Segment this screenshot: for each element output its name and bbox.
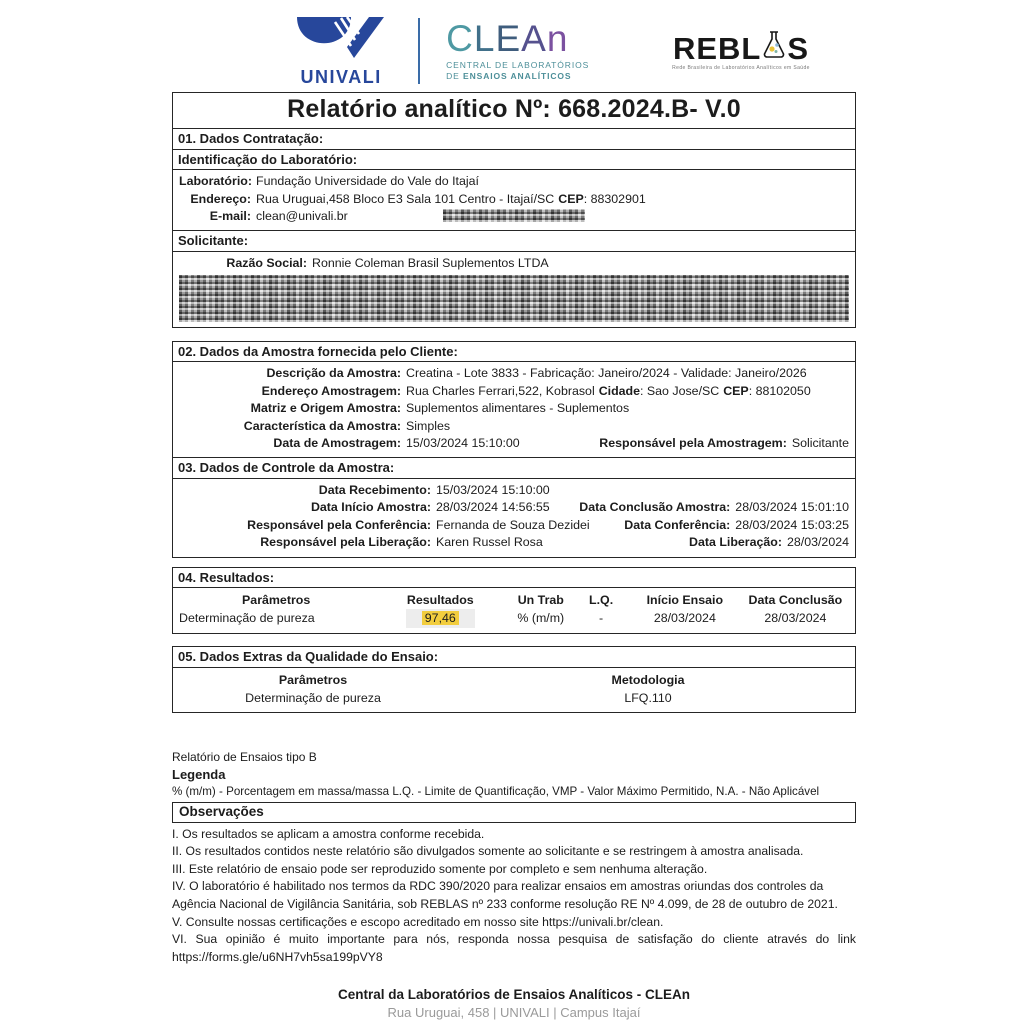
field-label: Matriz e Origem Amostra: <box>250 401 401 416</box>
reblas-logo-text <box>673 31 809 64</box>
section-04 <box>172 567 856 634</box>
solicitante-header: Solicitante: <box>172 230 856 252</box>
univali-mark-icon <box>294 14 388 65</box>
result-cell <box>373 609 507 628</box>
field-value <box>406 383 811 401</box>
field-label: Responsável pela Amostragem: <box>599 436 787 451</box>
field-row-data-amostragem <box>179 435 849 453</box>
field-row-descricao <box>179 365 849 383</box>
observations-header: Observações <box>172 802 856 823</box>
redacted-block <box>179 275 849 322</box>
column-header: Início Ensaio <box>646 593 724 608</box>
unit-cell: % (m/m) <box>517 611 565 626</box>
quality-table-header <box>179 671 849 689</box>
observation-item: III. Este relatório de ensaio pode ser reproduzido somente por completo e sem nenhuma alteração. <box>172 861 708 876</box>
footer-title: Central da Laboratórios de Ensaios Analíticos - CLEAn <box>337 987 691 1003</box>
field-value: Fernanda de Souza Dezidei <box>436 517 590 532</box>
field-value: 28/03/2024 14:56:55 <box>436 500 550 515</box>
right-pair <box>844 482 849 500</box>
field-label: Data Conclusão Amostra: <box>579 500 731 515</box>
report-body <box>172 92 856 1024</box>
field-label: Data Recebimento: <box>318 482 431 497</box>
field-label: Descrição da Amostra: <box>266 366 401 381</box>
section-03-header: 03. Dados de Controle da Amostra: <box>172 457 856 479</box>
notes-section <box>172 749 856 967</box>
clean-logo <box>446 17 624 83</box>
reblas-text-right: S <box>787 31 810 66</box>
column-header: L.Q. <box>589 593 614 608</box>
field-row-laboratorio <box>179 173 849 191</box>
results-table <box>172 587 856 634</box>
field-row-endereco <box>179 191 849 209</box>
field-label: Razão Social: <box>226 255 307 270</box>
field-value: Fundação Universidade do Vale do Itajaí <box>256 174 479 189</box>
parameter-cell: Determinação de pureza <box>245 690 381 705</box>
univali-logo <box>294 14 388 88</box>
cep-value: : 88102050 <box>748 383 811 398</box>
observation-item: VI. Sua opinião é muito importante para nós, responda nossa pesquisa de satisfação do cliente através do link https://forms.gle/u6NH7vh5sa199pVY8 <box>172 932 856 964</box>
result-cell-bg <box>406 609 475 628</box>
field-value: 15/03/2024 15:10:00 <box>436 482 550 497</box>
field-row-recebimento <box>179 482 849 500</box>
clean-subtitle-bold: ENSAIOS ANALÍTICOS <box>463 71 572 81</box>
field-label: Responsável pela Conferência: <box>247 517 431 532</box>
results-table-row <box>179 609 849 628</box>
email-value: clean@univali.br <box>256 209 348 224</box>
section-05-header: 05. Dados Extras da Qualidade do Ensaio: <box>172 646 856 668</box>
clean-subtitle-prefix: DE <box>446 71 464 81</box>
left-pair <box>179 534 543 552</box>
letterhead <box>40 0 1024 92</box>
field-value: Ronnie Coleman Brasil Suplementos LTDA <box>312 255 549 270</box>
clean-subtitle-line1: CENTRAL DE LABORATÓRIOS <box>446 59 590 70</box>
right-pair <box>689 534 849 552</box>
section-01-header: 01. Dados Contratação: <box>172 128 856 150</box>
start-date-cell: 28/03/2024 <box>653 611 716 626</box>
methodology-cell: LFQ.110 <box>624 690 672 705</box>
quality-table-row <box>179 689 849 707</box>
left-pair <box>179 517 590 535</box>
field-label: Laboratório: <box>179 174 252 189</box>
column-header: Metodologia <box>611 672 685 687</box>
footer-address: Rua Uruguai, 458 | UNIVALI | Campus Itajaí <box>387 1005 641 1021</box>
lab-identification-body <box>172 169 856 232</box>
observation-item: IV. O laboratório é habilitado nos termos da RDC 390/2020 para realizar ensaios em amostras oriundas dos controles da Agência Nacional de Vigilância Sanitária, sob REBLAS nº 233 conforme resolução RE Nº 4.099, de 28 de outubro de 2021. <box>172 879 838 911</box>
field-value <box>256 208 585 226</box>
clean-logo-text <box>446 17 569 59</box>
observation-item: II. Os resultados contidos neste relatório são divulgados somente ao solicitante e se restringem à amostra analisada. <box>172 844 804 859</box>
field-label: Data Liberação: <box>689 535 782 550</box>
report-type-note: Relatório de Ensaios tipo B <box>172 749 317 764</box>
field-label: Endereço Amostragem: <box>261 383 401 398</box>
right-pair <box>579 499 849 517</box>
section-02-03 <box>172 341 856 558</box>
reblas-text-left: REBL <box>672 31 762 66</box>
clean-letter: n <box>546 17 569 59</box>
clean-letter: A <box>521 17 547 59</box>
column-header: Un Trab <box>517 593 564 608</box>
section-05 <box>172 646 856 712</box>
left-pair <box>179 435 520 453</box>
page-footer <box>172 986 856 1024</box>
right-pair <box>599 435 849 453</box>
field-row-conferencia <box>179 517 849 535</box>
column-header: Data Conclusão <box>748 593 843 608</box>
lq-cell: - <box>599 611 604 626</box>
column-header: Parâmetros <box>278 672 348 687</box>
flask-icon <box>762 31 786 64</box>
field-value: 15/03/2024 15:10:00 <box>406 436 520 451</box>
univali-logo-text: UNIVALI <box>300 67 382 87</box>
field-row-razao-social <box>179 255 849 273</box>
parameter-cell: Determinação de pureza <box>179 611 315 626</box>
reblas-logo <box>672 31 810 71</box>
column-header: Parâmetros <box>242 593 311 608</box>
field-value: 28/03/2024 15:01:10 <box>735 500 849 515</box>
section-03-body <box>172 478 856 558</box>
field-label: Característica da Amostra: <box>243 418 401 433</box>
left-pair <box>179 482 550 500</box>
clean-logo-subtitle <box>446 60 589 83</box>
end-date-cell: 28/03/2024 <box>764 611 827 626</box>
field-row-caracteristica <box>179 418 849 436</box>
reblas-tagline: Rede Brasileira de Laboratórios Analíticos em Saúde <box>672 65 810 71</box>
field-label: E-mail: <box>209 209 251 224</box>
section-02-header: 02. Dados da Amostra fornecida pelo Cliente: <box>172 341 856 363</box>
redacted-block <box>443 209 585 222</box>
cep-label: CEP <box>558 191 584 206</box>
field-value: Suplementos alimentares - Suplementos <box>406 401 630 416</box>
logo-divider <box>418 18 420 84</box>
observation-item: I. Os resultados se aplicam a amostra conforme recebida. <box>172 826 485 841</box>
field-value: Creatina - Lote 3833 - Fabricação: Janeiro/2024 - Validade: Janeiro/2026 <box>406 366 807 381</box>
field-label: Data Conferência: <box>624 517 731 532</box>
lab-identification-header: Identificação do Laboratório: <box>172 149 856 171</box>
cidade-label: Cidade <box>598 383 641 398</box>
section-02-body <box>172 361 856 459</box>
field-value: 28/03/2024 <box>786 535 849 550</box>
field-value: Simples <box>406 418 451 433</box>
observations-list <box>172 826 856 967</box>
clean-letter: E <box>495 17 522 59</box>
cep-value: : 88302901 <box>583 191 646 206</box>
cidade-value: : Sao Jose/SC <box>640 383 720 398</box>
legend-text: % (m/m) - Porcentagem em massa/massa L.Q. - Limite de Quantificação, VMP - Valor Máximo Permitido, N.A. - Não Aplicável <box>172 784 820 798</box>
field-value: 28/03/2024 15:03:25 <box>735 517 849 532</box>
result-value-highlight: 97,46 <box>422 611 459 625</box>
column-header: Resultados <box>406 593 474 608</box>
field-value <box>256 191 646 209</box>
results-table-header <box>179 591 849 609</box>
field-label: Responsável pela Liberação: <box>260 535 431 550</box>
field-row-inicio-amostra <box>179 499 849 517</box>
clean-letter: L <box>473 17 496 59</box>
address-value: Rua Uruguai,458 Bloco E3 Sala 101 Centro - Itajaí/SC <box>256 191 555 206</box>
observation-item: V. Consulte nossas certificações e escopo acreditado em nosso site https://univali.br/clean. <box>172 914 664 929</box>
field-label: Data Início Amostra: <box>310 500 431 515</box>
field-value: Solicitante <box>791 436 849 451</box>
address-value: Rua Charles Ferrari,522, Kobrasol <box>406 383 595 398</box>
report-title: Relatório analítico Nº: 668.2024.B- V.0 <box>172 92 856 130</box>
field-row-liberacao <box>179 534 849 552</box>
section-04-header: 04. Resultados: <box>172 567 856 589</box>
section-01 <box>172 92 856 328</box>
solicitante-body <box>172 251 856 329</box>
cep-label: CEP <box>723 383 749 398</box>
clean-subtitle-line2 <box>446 71 589 82</box>
field-value: Karen Russel Rosa <box>436 535 543 550</box>
left-pair <box>179 499 550 517</box>
field-label: Data de Amostragem: <box>273 436 401 451</box>
field-row-endereco-amostragem <box>179 383 849 401</box>
right-pair <box>624 517 849 535</box>
field-row-matriz <box>179 400 849 418</box>
clean-letter: C <box>446 17 474 59</box>
field-label: Endereço: <box>190 191 251 206</box>
field-row-email <box>179 208 849 226</box>
legend-title: Legenda <box>172 766 226 782</box>
quality-table <box>172 667 856 713</box>
